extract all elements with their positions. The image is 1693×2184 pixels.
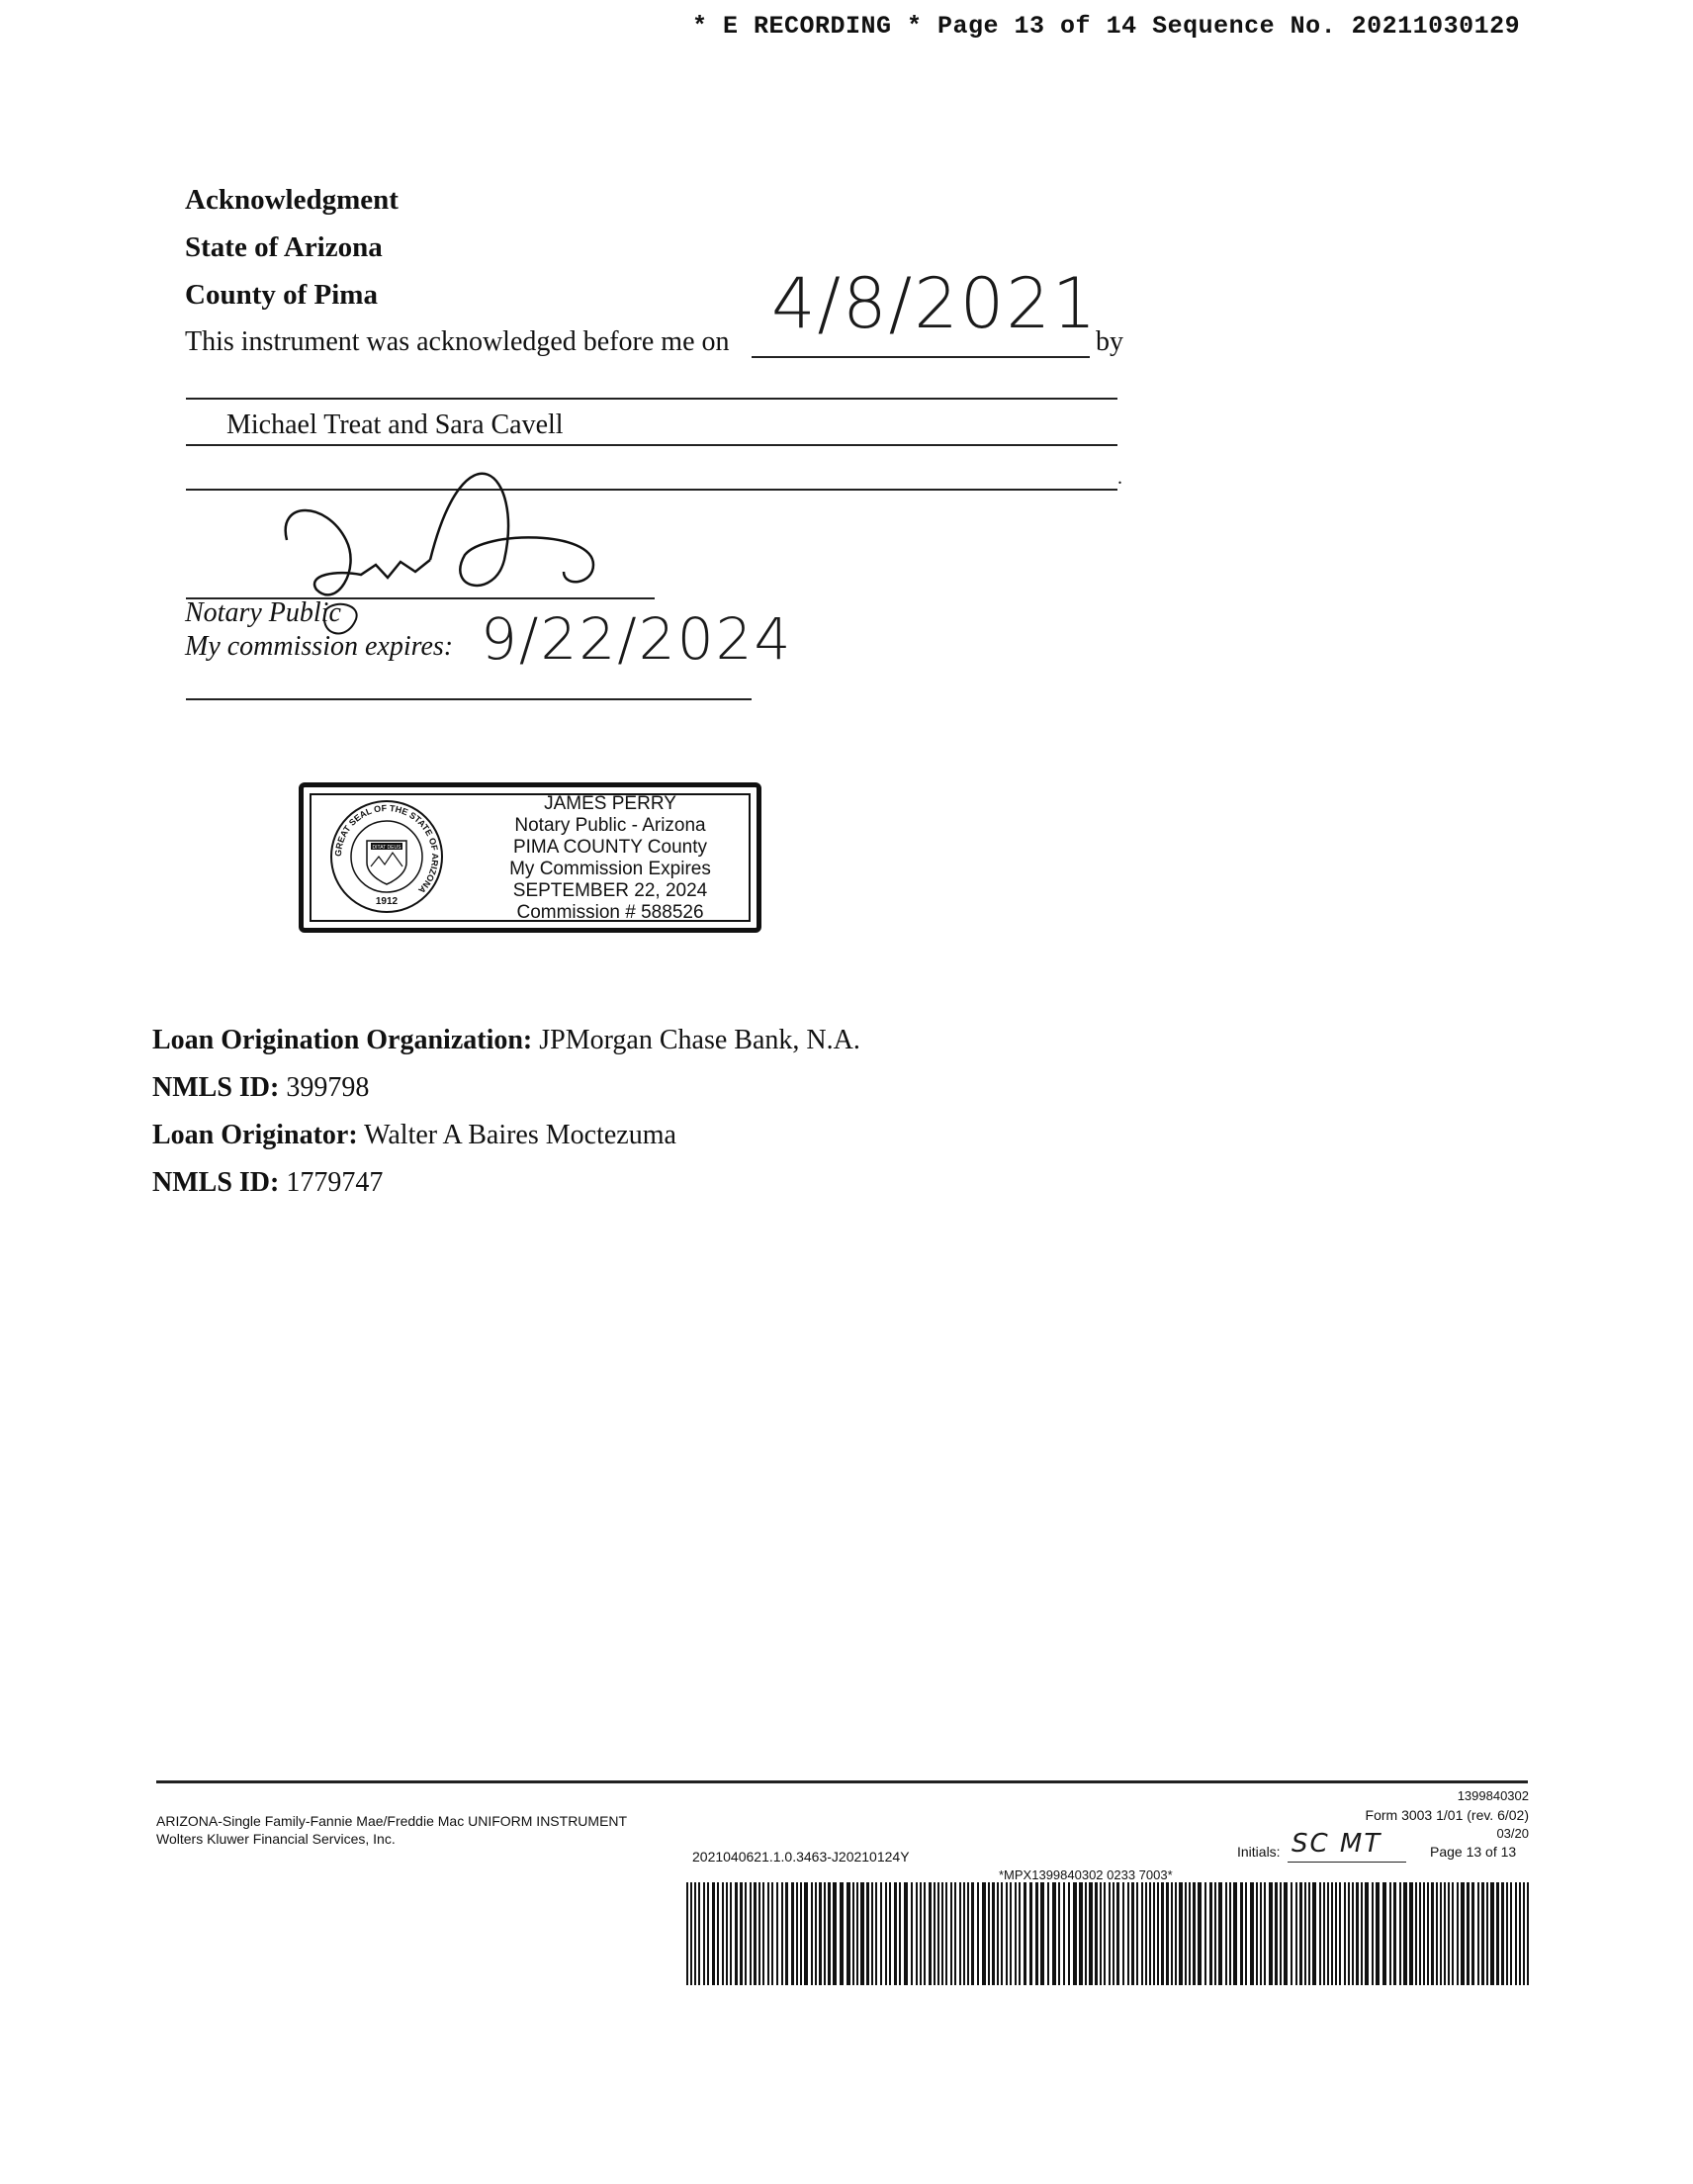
stamp-line: My Commission Expires bbox=[509, 859, 711, 879]
stamp-text-block bbox=[470, 793, 751, 924]
state-line: State of Arizona bbox=[185, 231, 383, 263]
acknowledgment-title: Acknowledgment bbox=[185, 184, 399, 216]
barcode-text: *MPX1399840302 0233 7003* bbox=[999, 1867, 1173, 1882]
nmls-id-value: 399798 bbox=[286, 1072, 370, 1103]
period-mark: . bbox=[1117, 467, 1122, 489]
county-line: County of Pima bbox=[185, 279, 378, 311]
initials-label: Initials: bbox=[1237, 1844, 1281, 1860]
arizona-state-seal bbox=[327, 797, 446, 916]
commission-line bbox=[186, 698, 752, 700]
signers-line bbox=[186, 444, 1117, 446]
nmls-id-originator-row bbox=[152, 1167, 383, 1199]
handwritten-initials: SC MT bbox=[1292, 1829, 1382, 1859]
seal-ring-text: GREAT SEAL OF THE STATE OF ARIZONA bbox=[332, 802, 441, 896]
recording-header: * E RECORDING * Page 13 of 14 Sequence No. 20211030129 bbox=[692, 12, 1521, 41]
loan-number: 1399840302 bbox=[1457, 1788, 1529, 1803]
nmls-id-org-row bbox=[152, 1072, 369, 1104]
loan-originator-row bbox=[152, 1120, 676, 1151]
blank-line-1 bbox=[186, 398, 1117, 400]
notary-stamp bbox=[299, 782, 761, 933]
barcode bbox=[686, 1882, 1529, 1985]
nmls-id-label: NMLS ID: bbox=[152, 1167, 280, 1198]
handwritten-commission-date: 9/22/2024 bbox=[481, 605, 793, 673]
instrument-line: ARIZONA-Single Family-Fannie Mae/Freddie Mac UNIFORM INSTRUMENT bbox=[156, 1813, 628, 1829]
loan-org-row bbox=[152, 1025, 860, 1056]
loan-originator-label: Loan Originator: bbox=[152, 1120, 358, 1150]
publisher-line: Wolters Kluwer Financial Services, Inc. bbox=[156, 1831, 396, 1847]
nmls-id-value: 1779747 bbox=[286, 1167, 384, 1198]
handwritten-date: 4/8/2021 bbox=[771, 263, 1099, 344]
date-line bbox=[752, 356, 1090, 358]
stamp-line: SEPTEMBER 22, 2024 bbox=[512, 880, 708, 901]
stamp-line: JAMES PERRY bbox=[544, 793, 676, 814]
notary-public-label: Notary Public bbox=[185, 597, 341, 628]
commission-expires-label: My commission expires: bbox=[185, 631, 454, 662]
seal-year: 1912 bbox=[375, 896, 399, 907]
form-date: 03/20 bbox=[1496, 1826, 1529, 1841]
loan-org-label: Loan Origination Organization: bbox=[152, 1025, 533, 1055]
doc-code: 2021040621.1.0.3463-J20210124Y bbox=[692, 1849, 910, 1865]
footer-rule bbox=[156, 1780, 1528, 1783]
signers-names: Michael Treat and Sara Cavell bbox=[226, 410, 564, 440]
page-number: Page 13 of 13 bbox=[1430, 1844, 1517, 1860]
instrument-text: This instrument was acknowledged before me on bbox=[185, 326, 730, 357]
nmls-id-label: NMLS ID: bbox=[152, 1072, 280, 1103]
stamp-line: Notary Public - Arizona bbox=[514, 815, 706, 836]
by-text: by bbox=[1096, 326, 1123, 357]
stamp-line: Commission # 588526 bbox=[516, 902, 704, 923]
loan-originator-value: Walter A Baires Moctezuma bbox=[364, 1120, 676, 1150]
loan-org-value: JPMorgan Chase Bank, N.A. bbox=[539, 1025, 860, 1055]
seal-motto: DITAT DEUS bbox=[372, 845, 401, 851]
initials-line bbox=[1288, 1862, 1406, 1863]
stamp-line: PIMA COUNTY County bbox=[512, 837, 708, 858]
form-number: Form 3003 1/01 (rev. 6/02) bbox=[1365, 1807, 1529, 1823]
